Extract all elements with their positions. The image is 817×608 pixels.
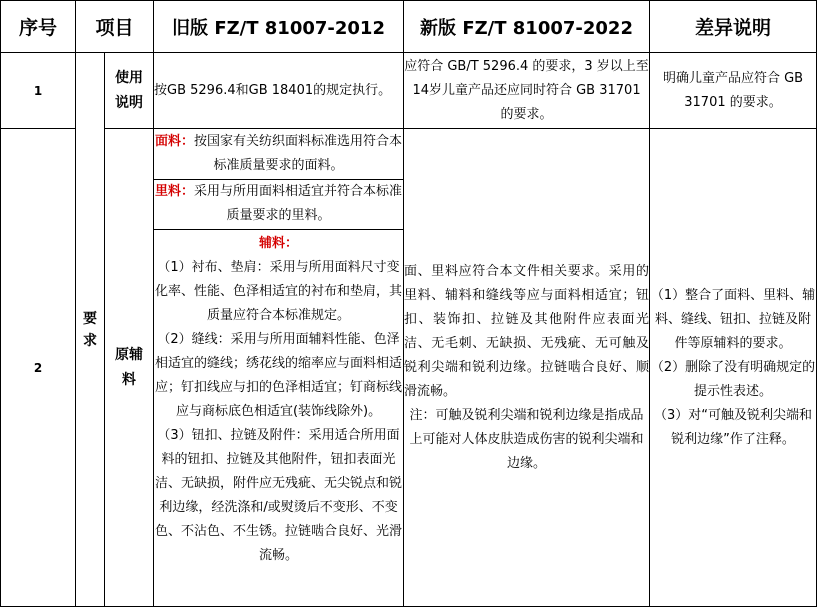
- old-aux-block: [154, 229, 403, 606]
- aux-item-2: （2）缝线：采用与所用面辅料性能、色泽相适宜的缝线；绣花线的缩率应与面料相适应；钉扣线应与扣的色泽相适宜；钉商标线应与商标底色相适宜(装饰线除外)。: [155, 331, 403, 419]
- aux-item-3: （3）钮扣、拉链及附件：采用适合所用面料的钮扣、拉链及其他附件，钮扣表面光洁、无缺损，附件应无残疵、无尖锐点和锐利边缘，经洗涤和/或熨烫后不变形、不变色、不沾色、不生锈。拉链啮合良好、光滑流畅。: [155, 427, 403, 563]
- diff-item-1: （1）整合了面料、里料、辅料、缝线、钮扣、拉链及附件等原辅料的要求。: [650, 287, 816, 351]
- header-row: [1, 1, 817, 53]
- header-item: 项目: [76, 1, 154, 53]
- row-2-no: 2: [1, 129, 76, 607]
- header-old-version: 旧版 FZ/T 81007-2012: [154, 1, 404, 53]
- group-requirement-label: 要求: [83, 310, 97, 349]
- diff-item-3: （3）对“可触及锐利尖端和锐利边缘”作了注释。: [654, 407, 813, 447]
- lining-text: 采用与所用面料相适宜并符合本标准质量要求的里料。: [194, 184, 403, 223]
- row-1-difference: 明确儿童产品应符合 GB 31701 的要求。: [650, 53, 817, 129]
- new-main-text: 面、里料应符合本文件相关要求。采用的里料、辅料和缝线等应与面料相适宜；钮扣、装饰扣、拉链及其他附件应表面光洁、无毛刺、无缺损、无残疵、无可触及锐利尖端和锐利边缘。拉链啮合良好、顺滑流畅。: [404, 263, 650, 399]
- row-1-subitem-label: 使用说明: [115, 69, 143, 111]
- row-1-subitem: [105, 53, 154, 129]
- old-lining-block: [154, 179, 403, 229]
- aux-item-1: （1）衬布、垫肩：采用与所用面料尺寸变化率、性能、色泽相适宜的衬布和垫肩，其质量应符合本标准规定。: [155, 259, 403, 323]
- row-2: [1, 129, 817, 607]
- row-1-new: 应符合 GB/T 5296.4 的要求，3 岁以上至 14岁儿童产品还应同时符合 GB 31701 的要求。: [404, 53, 650, 129]
- header-difference: 差异说明: [650, 1, 817, 53]
- row-1-old: 按GB 5296.4和GB 18401的规定执行。: [154, 53, 404, 129]
- header-new-version: 新版 FZ/T 81007-2022: [404, 1, 650, 53]
- new-note-text: 注：可触及锐利尖端和锐利边缘是指成品上可能对人体皮肤造成伤害的锐利尖端和边缘。: [409, 407, 644, 471]
- old-subtable: [154, 129, 403, 606]
- row-2-subitem: [105, 129, 154, 607]
- fabric-label: 面料：: [155, 133, 195, 149]
- row-1: [1, 53, 817, 129]
- old-fabric-block: [154, 129, 403, 179]
- header-no: 序号: [1, 1, 76, 53]
- row-2-new: [404, 129, 650, 607]
- row-2-old: [154, 129, 404, 607]
- fabric-text: 按国家有关纺织面料标准选用符合本标准质量要求的面料。: [194, 133, 403, 173]
- aux-label: 辅料：: [259, 235, 299, 251]
- row-2-difference: [650, 129, 817, 607]
- row-1-no: 1: [1, 53, 76, 129]
- group-requirement: [76, 53, 105, 607]
- row-2-subitem-label: 原辅料: [115, 346, 143, 388]
- diff-item-2: （2）删除了没有明确规定的提示性表述。: [650, 359, 816, 399]
- lining-label: 里料：: [155, 184, 195, 199]
